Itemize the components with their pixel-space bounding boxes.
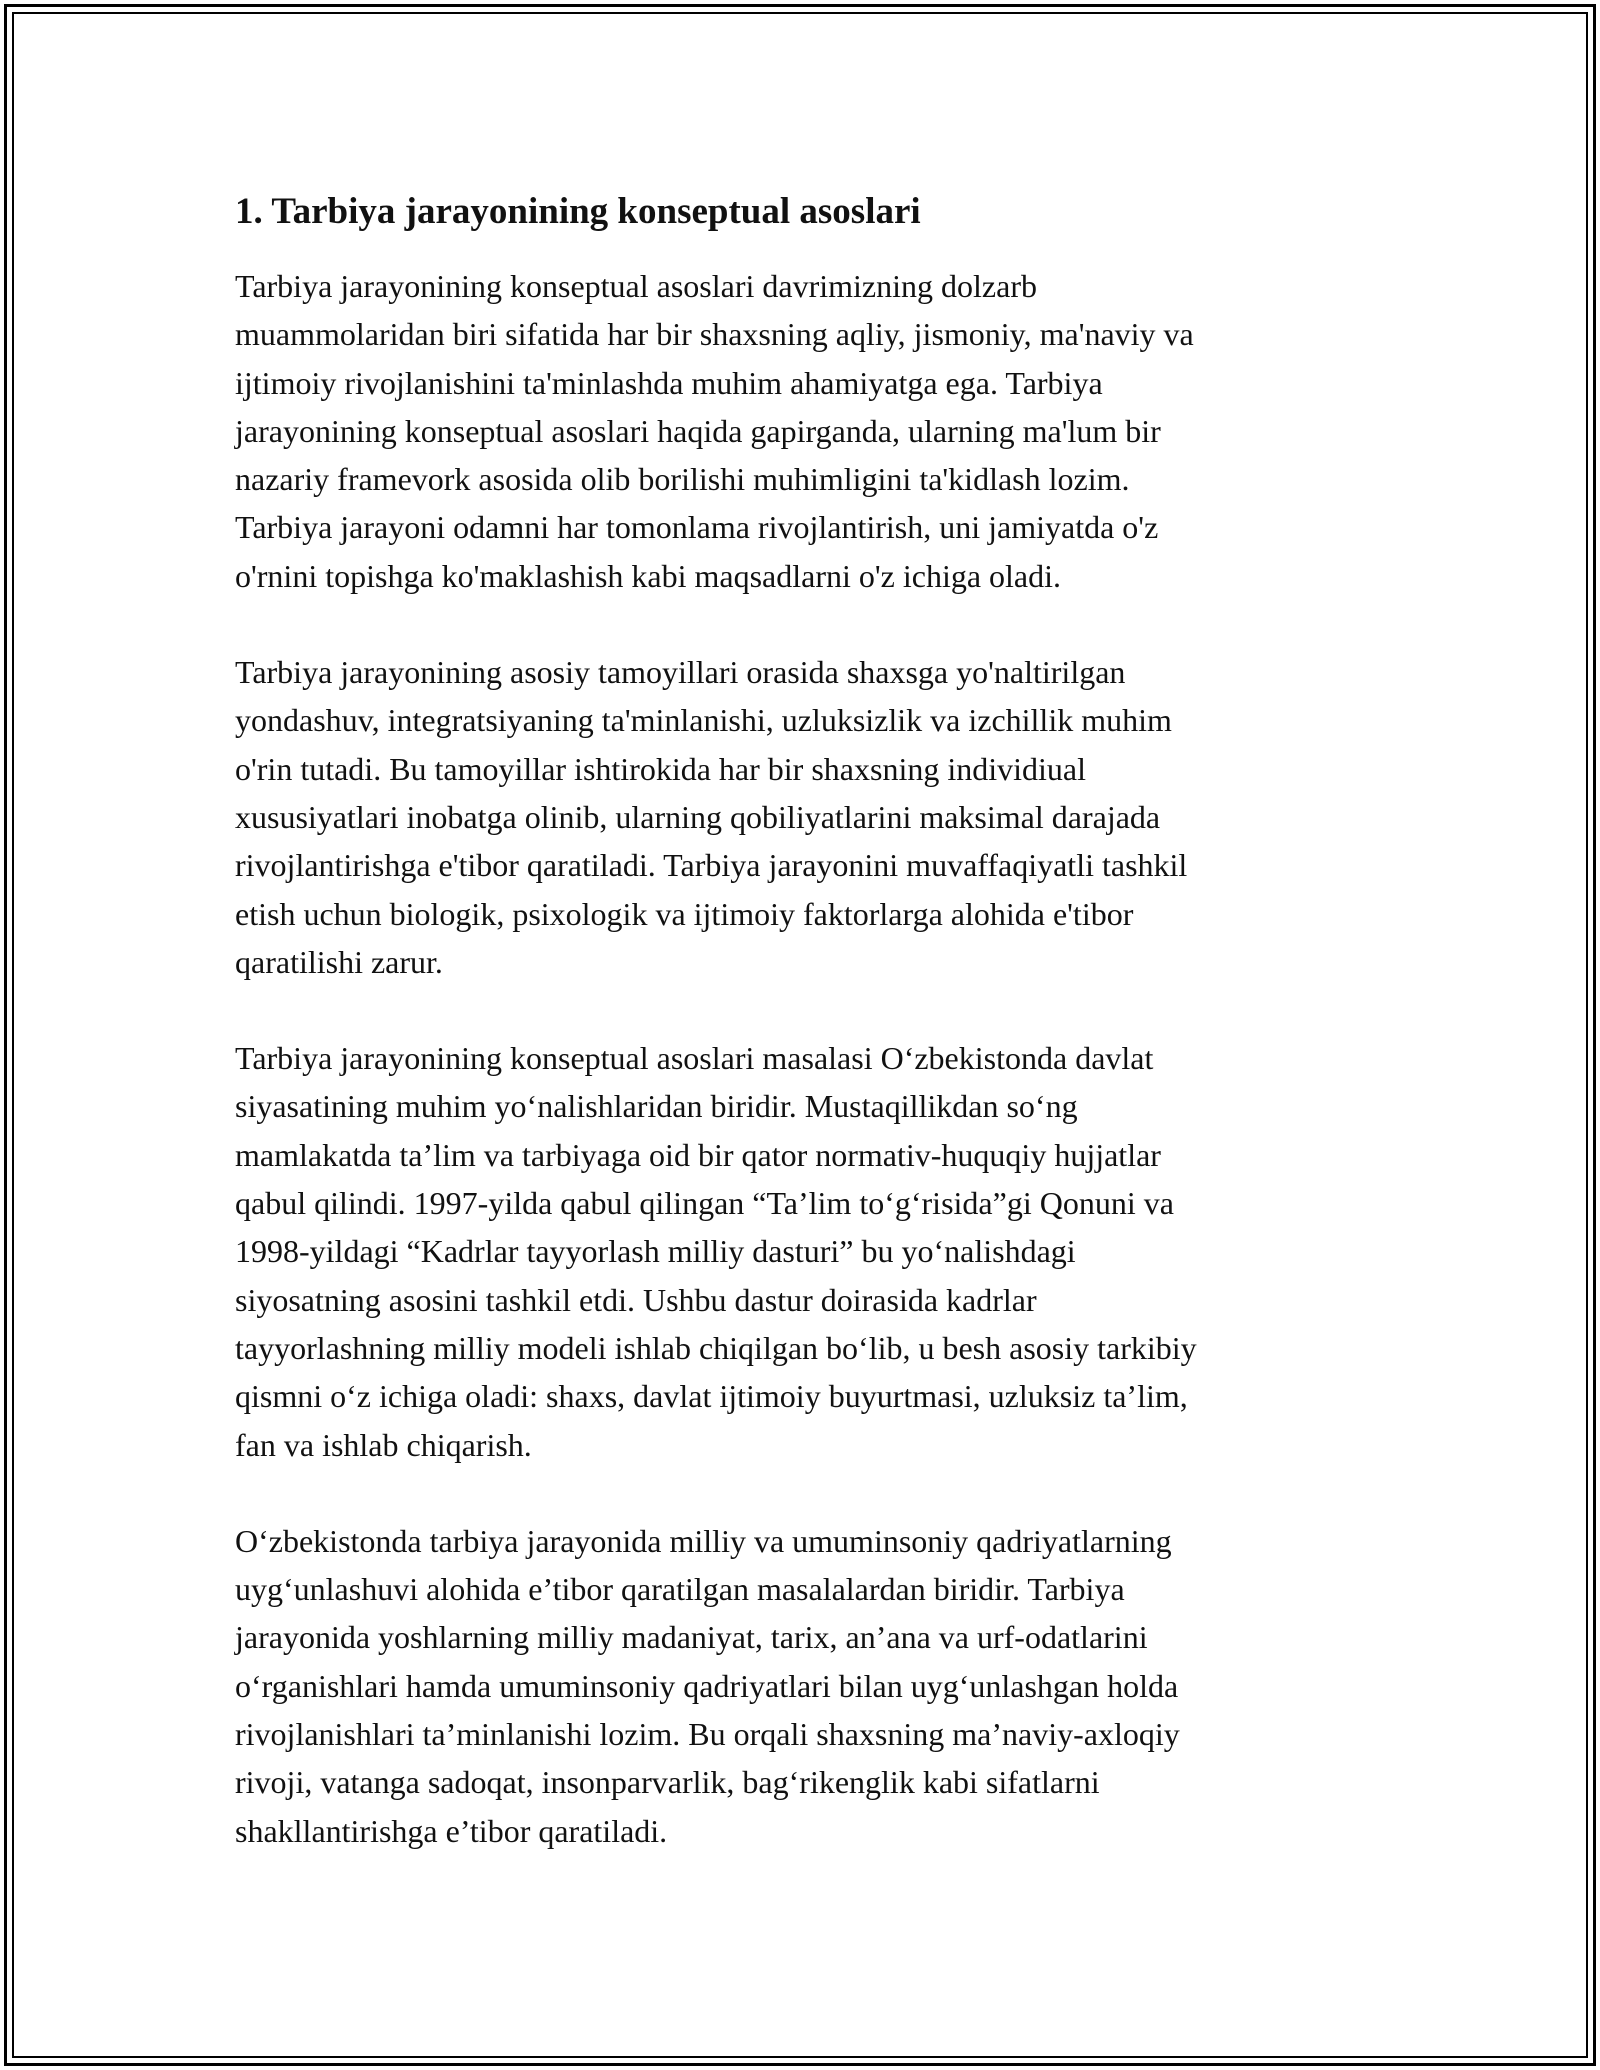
document-body	[235, 186, 1355, 1903]
paragraph-4: O‘zbekistonda tarbiya jarayonida milliy va umuminsoniy qadriyatlarning uyg‘unlashuvi alohida e’tibor qaratilgan masalalardan biridir. Tarbiya jarayonida yoshlarning milliy madaniyat, tarix, an’ana va urf-odatlarini o‘rganishlari hamda umuminsoniy qadriyatlari bilan uyg‘unlashgan holda rivojlanishlari ta’minlanishi lozim. Bu orqali shaxsning ma’naviy-axloqiy rivoji, vatanga sadoqat, insonparvarlik, bag‘rikenglik kabi sifatlarni shakllantirishga e’tibor qaratiladi.	[235, 1522, 1180, 1849]
paragraph-2: Tarbiya jarayonining asosiy tamoyillari orasida shaxsga yo'naltirilgan yondashuv, integratsiyaning ta'minlanishi, uzluksizlik va izchillik muhim o'rin tutadi. Bu tamoyillar ishtirokida har bir shaxsning individiual xususiyatlari inobatga olinib, ularning qobiliyatlarini maksimal darajada rivojlantirishga e'tibor qaratiladi. Tarbiya jarayonini muvaffaqiyatli tashkil etish uchun biologik, psixologik va ijtimoiy faktorlarga alohida e'tibor qaratilishi zarur.	[235, 654, 1188, 980]
paragraph-3: Tarbiya jarayonining konseptual asoslari masalasi O‘zbekistonda davlat siyasatining muhim yo‘nalishlaridan biridir. Mustaqillikdan so‘ng mamlakatda ta’lim va tarbiyaga oid bir qator normativ-huquqiy hujjatlar qabul qilindi. 1997-yilda qabul qilingan “Ta’lim to‘g‘risida”gi Qonuni va 1998-yildagi “Kadrlar tayyorlash milliy dasturi” bu yo‘nalishdagi siyosatning asosini tashkil etdi. Ushbu dastur doirasida kadrlar tayyorlashning milliy modeli ishlab chiqilgan bo‘lib, u besh asosiy tarkibiy qismni o‘z ichiga oladi: shaxs, davlat ijtimoiy buyurtmasi, uzluksiz ta’lim, fan va ishlab chiqarish.	[235, 1040, 1197, 1463]
paragraph-1: Tarbiya jarayonining konseptual asoslari davrimizning dolzarb muammolaridan biri sifatida har bir shaxsning aqliy, jismoniy, ma'naviy va ijtimoiy rivojlanishini ta'minlashda muhim ahamiyatga ega. Tarbiya jarayonining konseptual asoslari haqida gapirganda, ularning ma'lum bir nazariy framevork asosida olib borilishi muhimligini ta'kidlash lozim. Tarbiya jarayoni odamni har tomonlama rivojlantirish, uni jamiyatda o'z o'rnini topishga ko'maklashish kabi maqsadlarni o'z ichiga oladi.	[235, 268, 1194, 594]
section-heading: 1. Tarbiya jarayonining konseptual asoslari	[235, 191, 921, 232]
